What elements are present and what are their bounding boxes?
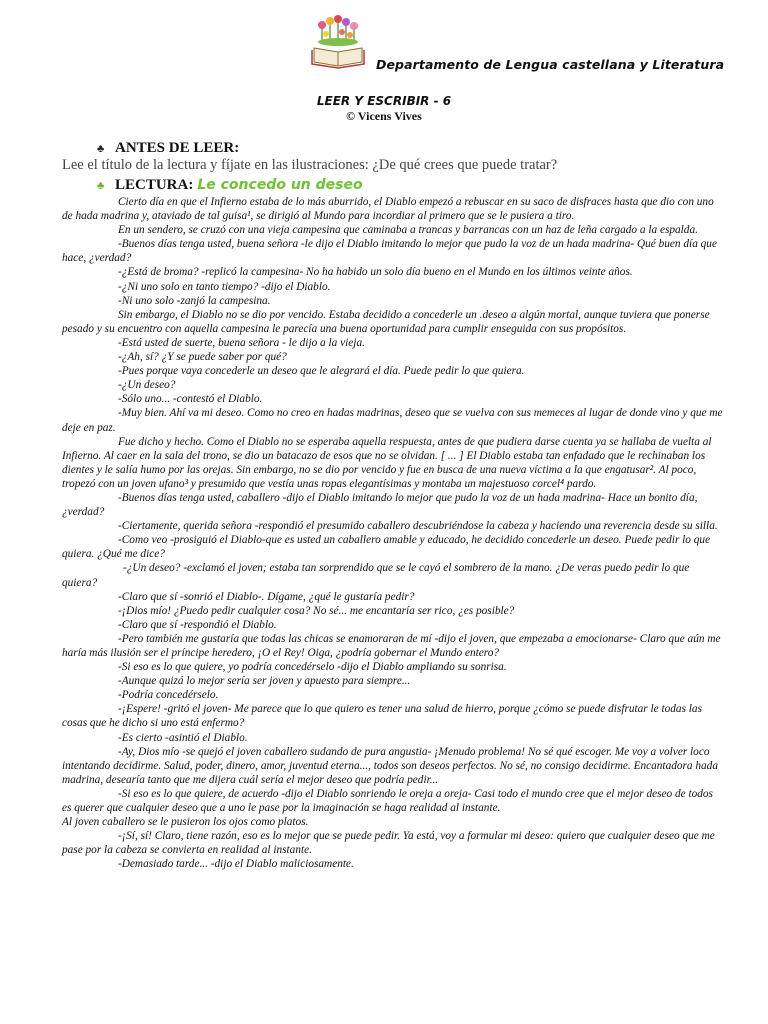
story-paragraph: -Pues porque vaya concederle un deseo que le alegrará el día. Puede pedir lo que quiera. xyxy=(118,365,525,378)
story-paragraph: En un sendero, se cruzó con una vieja campesina que caminaba a trancas y barrancas con un haz de leña cargado a la espalda. xyxy=(118,224,698,237)
story-paragraph: -Muy bien. Ahí va mi deseo. Como no creo en hadas madrinas, deseo que se vuelva con sus memeces al lugar de donde vino y que me deje en paz. xyxy=(62,407,723,434)
reading-title: Le concedo un deseo xyxy=(197,177,363,193)
story-paragraph: -Si eso es lo que quiere, yo podría concedérselo -dijo el Diablo ampliando su sonrisa. xyxy=(118,661,507,674)
story-paragraph: -Como veo -prosiguió el Diablo-que es usted un caballero amable y educado, he decidido concederle un deseo. Puede pedir lo que quiera. ¿Qué me dice? xyxy=(62,534,711,561)
story-paragraph: -Si eso es lo que quiere, de acuerdo -dijo el Diablo sonriendo le oreja a oreja- Casi todo el mundo cree que el mejor deseo de todos es querer que cualquier deseo que a uno le pase por la imaginación se haga realidad al instante. xyxy=(62,787,713,815)
story-paragraph: Sin embargo, el Diablo no se dio por vencido. Estaba decidido a concederle un .deseo a algún mortal, aunque tuviera que ponerse pesado y su encuentro con aquella campesina le parecía una buena oportunidad para cumplir enseguida con sus propósitos. xyxy=(62,308,710,335)
story-paragraph: Fue dicho y hecho. Como el Diablo no se esperaba aquella respuesta, antes de que pudiera darse cuenta ya se hallaba de vuelta al Infierno. Al caer en la sala del trono, se dio un batacazo de esos que no se olvidan. [ ... ] El Diablo estaba tan enfadado que le rechinaban los dientes y le salía humo por las orejas. Sin embargo, no se dio por vencido y fue en busca de una nueva víctima a la que engatusar². Al poco, tropezó con un joven ufano³ y presumido que vestía unas ropas elegantísimas y montaba un majestuoso corcel⁴ pardo. xyxy=(62,435,712,490)
copyright-line: © Vicens Vives xyxy=(346,109,422,123)
club-bullet-icon: ♣ xyxy=(97,143,105,155)
story-paragraph: -¿Está de broma? -replicó la campesina- No ha habido un solo día bueno en el Mundo en los últimos veinte años. xyxy=(118,266,633,279)
story-paragraph: -Aunque quizá lo mejor sería ser joven y apuesto para siempre... xyxy=(118,675,411,688)
story-paragraph: -Claro que sí -respondió el Diablo. xyxy=(118,618,277,631)
story-paragraph: -¿Ah, sí? ¿Y se puede saber por qué? xyxy=(118,351,287,364)
story-paragraph: -¡Dios mío! ¿Puedo pedir cualquier cosa? No sé... me encantaría ser rico, ¿es posible? xyxy=(118,604,515,617)
story-paragraph: -Sólo uno... -contestó el Diablo. xyxy=(118,393,263,406)
story-paragraph: -Pero también me gustaría que todas las chicas se enamoraran de mí -dijo el joven, que empezaba a emocionarse- Claro que aún me haría más ilusión ser el príncipe heredero, ¡O el Rey! Oiga, ¿podría gobernar el Mundo entero? xyxy=(62,632,721,659)
reading-label: LECTURA: xyxy=(115,177,194,193)
story-paragraph: -¿Un deseo? -exclamó el joven; estaba tan sorprendido que se le cayó el sombrero de la mano. ¿De veras puedo pedir lo que quiera? xyxy=(62,562,690,589)
before-reading-heading xyxy=(97,140,239,157)
book-flowers-logo-icon xyxy=(308,12,370,70)
department-name: Departamento de Lengua castellana y Literatura xyxy=(376,57,725,72)
story-paragraph: -Buenos días tenga usted, caballero -dijo el Diablo imitando lo mejor que pudo la voz de un hada madrina- Hace un bonito día, ¿verdad? xyxy=(62,491,698,519)
club-bullet-icon: ♣ xyxy=(97,180,105,192)
story-paragraph: -Demasiado tarde... -dijo el Diablo maliciosamente. xyxy=(118,858,354,871)
story-paragraph: -Ay, Dios mío -se quejó el joven caballero sudando de pura angustia- ¡Menudo problema! No sé qué escoger. Me voy a volver loco intentando decidirme. Salud, poder, dinero, amor, juventud eterna..., todos son deseos perfectos. No sé, no consigo decidirme. Encantadora hada madrina, desearía tanto que me dijera cuál sería el mejor deseo que podría pedir... xyxy=(62,745,718,786)
story-paragraph: -¿Un deseo? xyxy=(118,379,176,392)
story-paragraph: -¡Sí, sí! Claro, tiene razón, eso es lo mejor que se puede pedir. Ya está, voy a formular mi deseo: quiero que cualquier deseo que me pase por la cabeza se convierta en realidad al instante. xyxy=(62,830,715,857)
story-paragraph: -Podría concedérselo. xyxy=(118,689,219,702)
page-title: LEER Y ESCRIBIR - 6 xyxy=(316,94,452,108)
story-paragraph: -Es cierto -asintió el Diablo. xyxy=(118,731,248,744)
story-paragraph: -Ni uno solo -zanjó la campesina. xyxy=(118,294,271,307)
story-paragraph: Al joven caballero se le pusieron los ojos como platos. xyxy=(62,816,309,829)
story-text xyxy=(62,195,724,872)
before-reading-label: ANTES DE LEER: xyxy=(115,140,240,156)
story-paragraph: -Claro que sí -sonrió el Diablo-. Dígame, ¿qué le gustaría pedir? xyxy=(118,590,415,603)
before-reading-instruction: Lee el título de la lectura y fíjate en las ilustraciones: ¿De qué crees que puede tratar? xyxy=(62,157,558,173)
story-paragraph: -¡Espere! -gritó el joven- Me parece que lo que quiero es tener una salud de hierro, porque ¿cómo se puede disfrutar le todas las cosas que he dicho si uno está enfermo? xyxy=(62,703,702,730)
story-paragraph: -Ciertamente, querida señora -respondió el presumido caballero descubriéndose la cabeza y haciendo una reverencia desde su silla. xyxy=(118,520,718,533)
story-paragraph: Cierto día en que el Infierno estaba de lo más aburrido, el Diablo empezó a rebuscar en su saco de disfraces hasta que dio con uno de hada madrina y, ataviado de tal guisa¹, se dirigió al Mundo para incordiar al primero que se le pusiera a tiro. xyxy=(62,196,714,223)
story-paragraph: -Está usted de suerte, buena señora - le dijo a la vieja. xyxy=(118,336,365,349)
story-paragraph: -Buenos días tenga usted, buena señora -le dijo el Diablo imitando lo mejor que pudo la voz de un hada madrina- Qué buen día que hace, ¿verdad? xyxy=(62,238,717,265)
reading-heading xyxy=(97,177,363,194)
story-paragraph: -¿Ni uno solo en tanto tiempo? -dijo el Diablo. xyxy=(118,280,331,293)
